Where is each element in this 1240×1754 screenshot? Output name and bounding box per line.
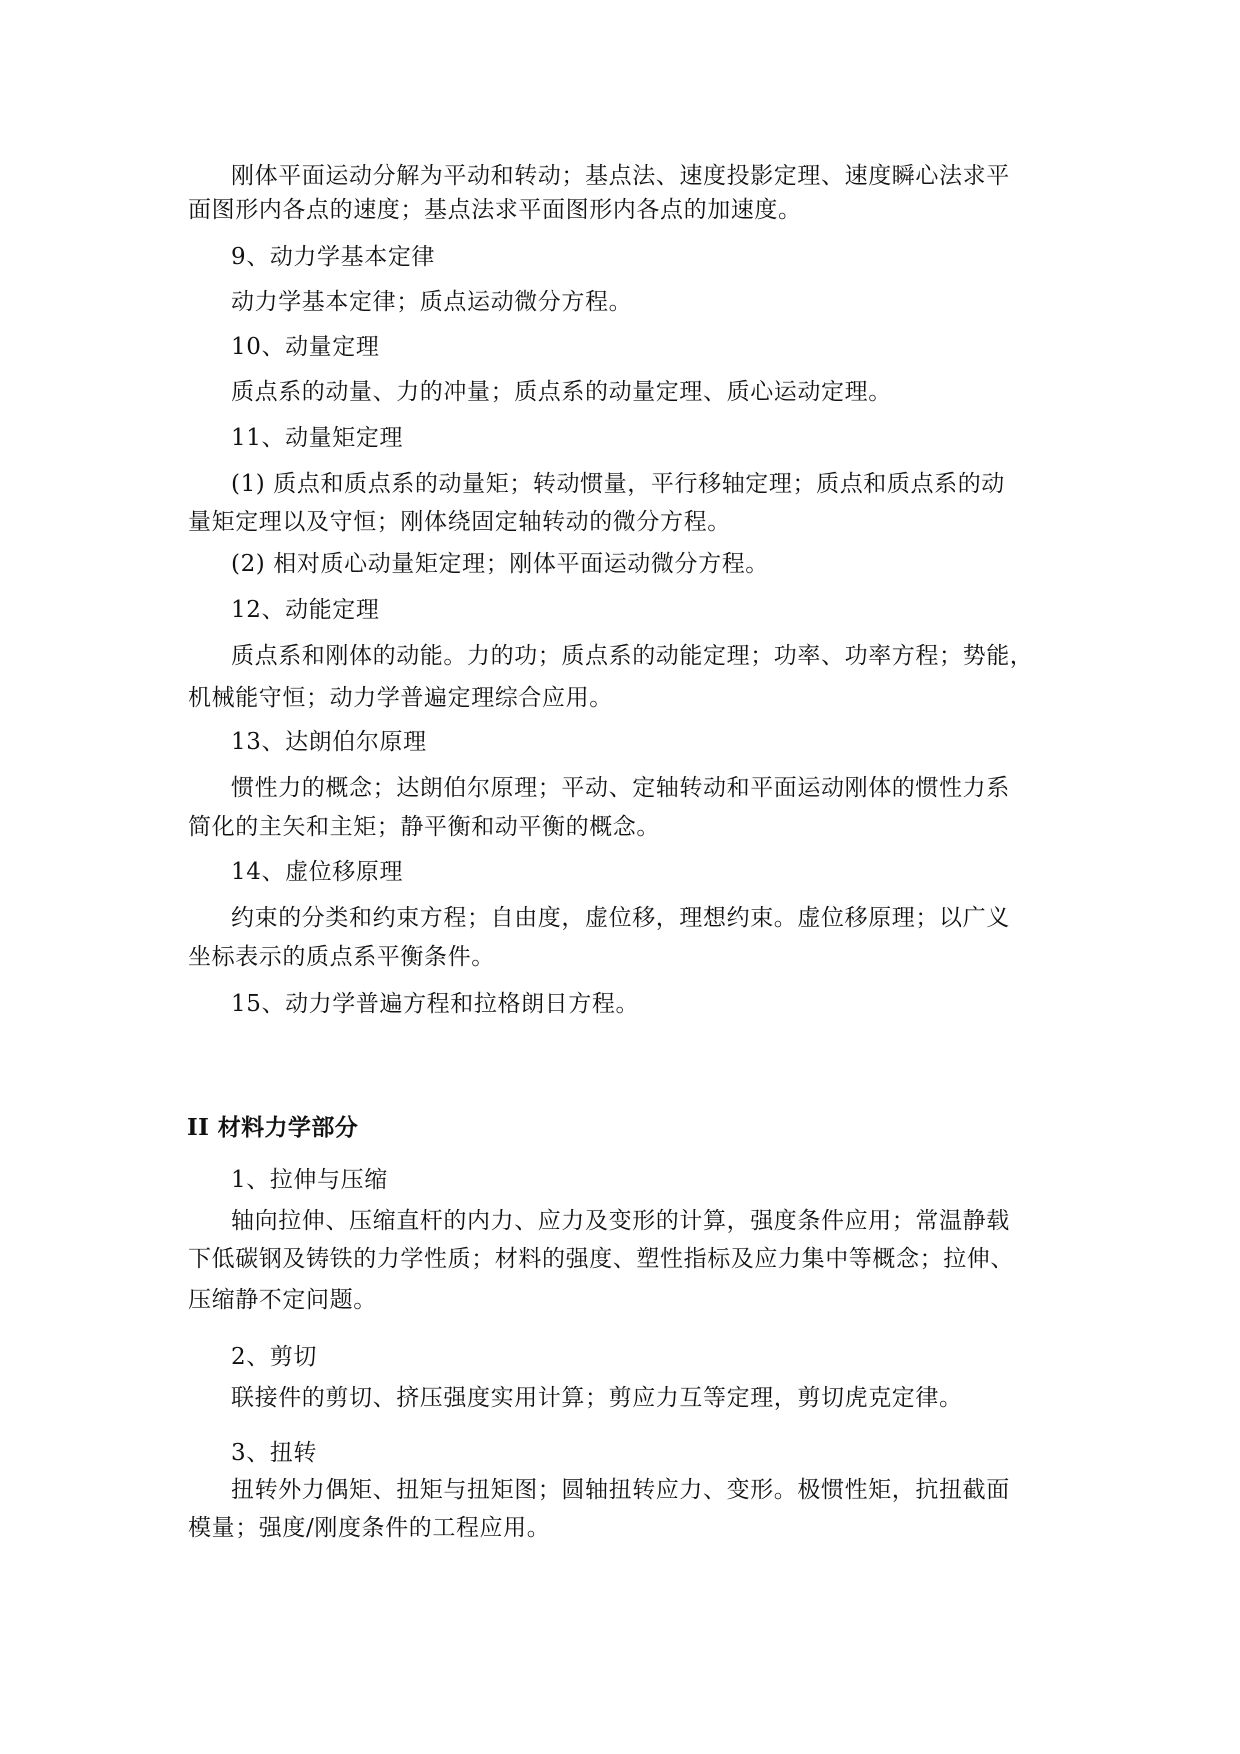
section-title: 12、动能定理 [231, 597, 380, 623]
paragraph-line: (2) 相对质心动量矩定理；刚体平面运动微分方程。 [231, 551, 769, 577]
paragraph-line: 面图形内各点的速度；基点法求平面图形内各点的加速度。 [188, 197, 802, 223]
paragraph-line: 约束的分类和约束方程；自由度，虚位移，理想约束。虚位移原理；以广义 [231, 905, 1010, 931]
paragraph-line: 下低碳钢及铸铁的力学性质；材料的强度、塑性指标及应力集中等概念；拉伸、 [188, 1246, 1014, 1272]
section-title: 9、动力学基本定律 [231, 244, 436, 270]
paragraph-line: 质点系和刚体的动能。力的功；质点系的动能定理；功率、功率方程；势能， [231, 643, 1034, 669]
paragraph-line: 动力学基本定律；质点运动微分方程。 [231, 289, 633, 315]
paragraph-line: 质点系的动量、力的冲量；质点系的动量定理、质心运动定理。 [231, 379, 892, 405]
paragraph-line: 惯性力的概念；达朗伯尔原理；平动、定轴转动和平面运动刚体的惯性力系 [231, 775, 1010, 801]
paragraph-line: 轴向拉伸、压缩直杆的内力、应力及变形的计算，强度条件应用；常温静载 [231, 1208, 1010, 1234]
section-title: 15、动力学普遍方程和拉格朗日方程。 [231, 991, 640, 1017]
paragraph-line: 简化的主矢和主矩；静平衡和动平衡的概念。 [188, 814, 660, 840]
paragraph-line: (1) 质点和质点系的动量矩；转动惯量，平行移轴定理；质点和质点系的动 [231, 471, 1005, 497]
section-title: 10、动量定理 [231, 334, 380, 360]
section-title: 3、扭转 [231, 1440, 318, 1466]
section-title: 1、拉伸与压缩 [231, 1167, 388, 1193]
paragraph-line: 联接件的剪切、挤压强度实用计算；剪应力互等定理，剪切虎克定律。 [231, 1385, 963, 1411]
paragraph-line: 刚体平面运动分解为平动和转动；基点法、速度投影定理、速度瞬心法求平 [231, 163, 1010, 189]
section-title: 13、达朗伯尔原理 [231, 729, 427, 755]
paragraph-line: 扭转外力偶矩、扭矩与扭矩图；圆轴扭转应力、变形。极惯性矩，抗扭截面 [231, 1477, 1010, 1503]
paragraph-line: 压缩静不定问题。 [188, 1287, 377, 1313]
part-heading: II 材料力学部分 [187, 1114, 359, 1141]
paragraph-line: 坐标表示的质点系平衡条件。 [188, 944, 495, 970]
section-title: 11、动量矩定理 [231, 425, 404, 451]
paragraph-line: 机械能守恒；动力学普遍定理综合应用。 [188, 685, 613, 711]
paragraph-line: 模量；强度/刚度条件的工程应用。 [188, 1515, 551, 1541]
section-title: 2、剪切 [231, 1344, 318, 1370]
paragraph-line: 量矩定理以及守恒；刚体绕固定轴转动的微分方程。 [188, 509, 731, 535]
section-title: 14、虚位移原理 [231, 859, 404, 885]
